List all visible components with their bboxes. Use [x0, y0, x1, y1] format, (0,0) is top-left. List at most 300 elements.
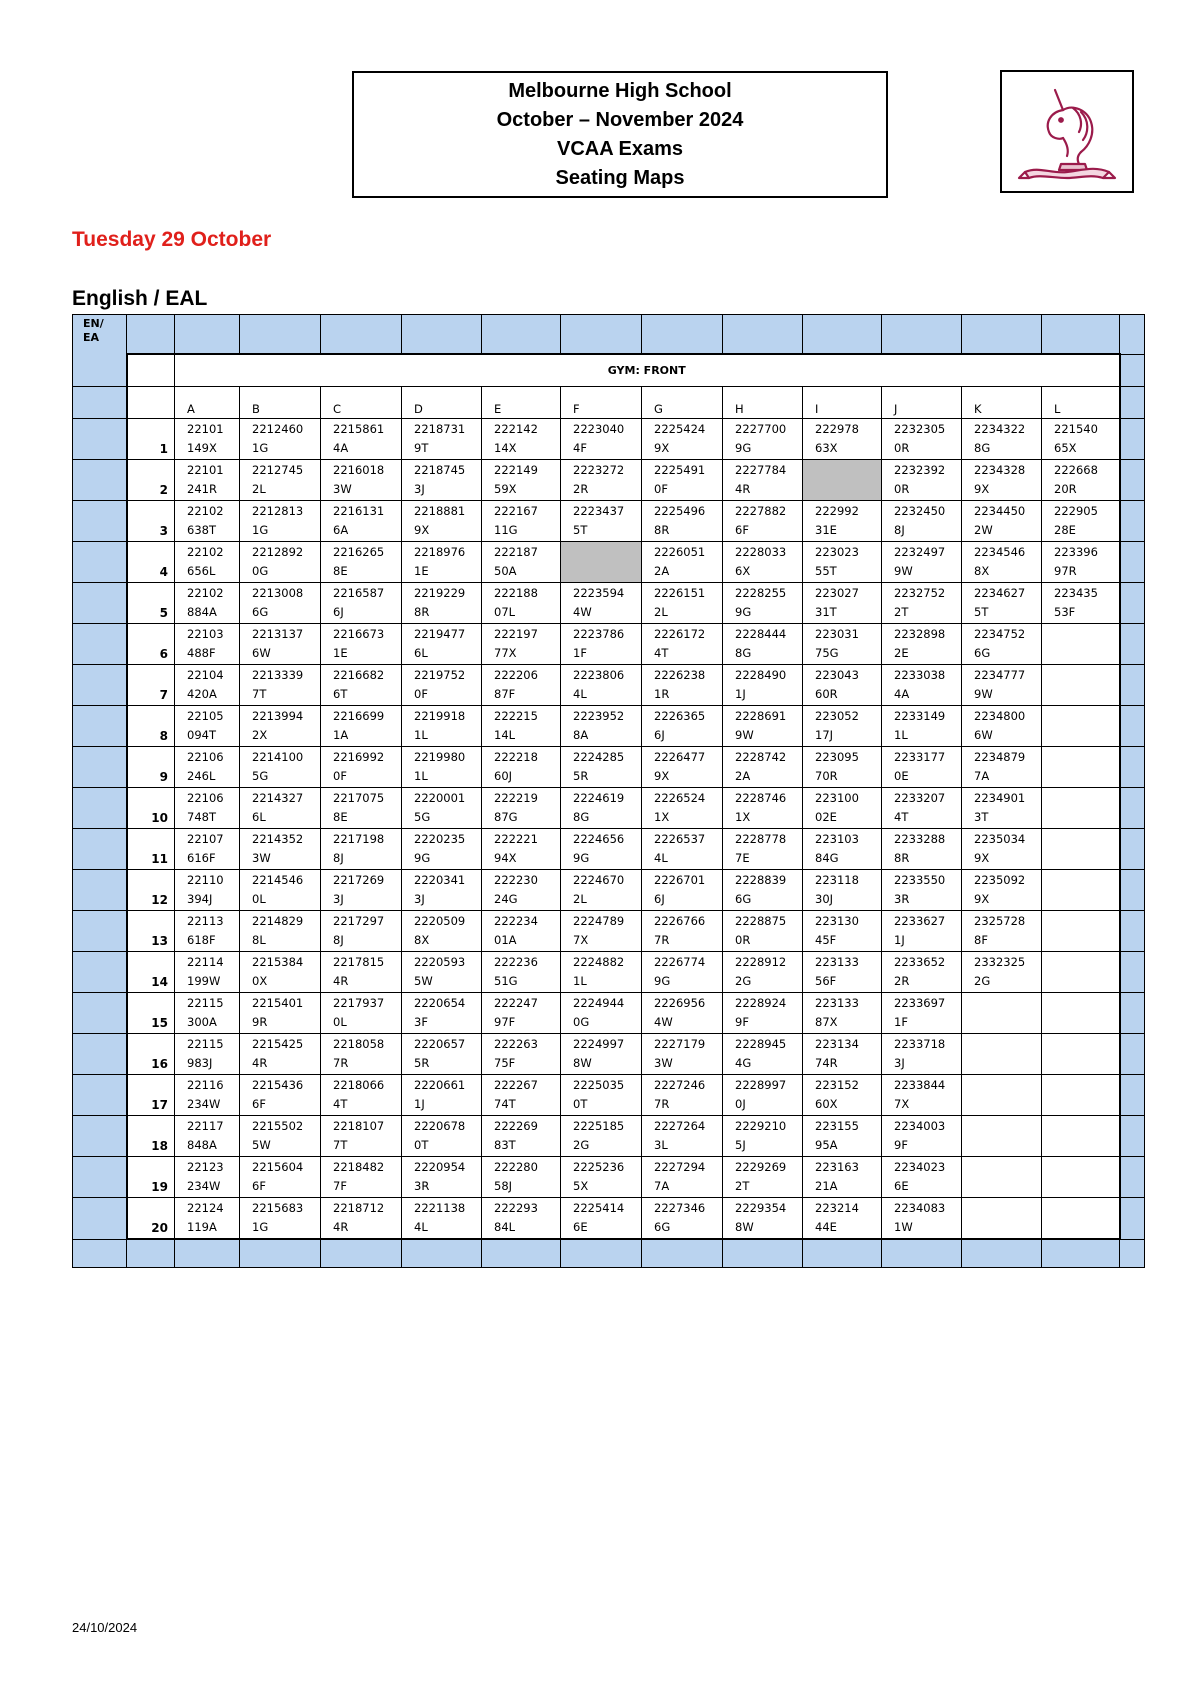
student-number-part-1: 222218 [494, 750, 538, 764]
seat-cell [803, 1198, 882, 1240]
student-number-part-1: 2224670 [573, 873, 625, 887]
student-number-part-1: 22102 [187, 586, 224, 600]
student-number-part-2: 7X [894, 1097, 910, 1111]
student-number-part-1: 222234 [494, 914, 538, 928]
student-number-part-1: 223163 [815, 1160, 859, 1174]
student-number-part-1: 222149 [494, 463, 538, 477]
student-number-part-2: 5G [414, 810, 431, 824]
row-header-blank [73, 501, 127, 542]
student-number-part-1: 2218745 [414, 463, 466, 477]
student-number-part-1: 223133 [815, 955, 859, 969]
row-number: 16 [127, 1034, 175, 1075]
student-number-part-2: 9G [573, 851, 590, 865]
student-number-part-2: 8R [414, 605, 430, 619]
student-number-part-2: 9T [414, 441, 429, 455]
student-number-part-2: 6G [252, 605, 269, 619]
student-number-part-1: 223027 [815, 586, 859, 600]
student-number-part-2: 8G [573, 810, 590, 824]
student-number-part-2: 1G [252, 523, 269, 537]
student-number-part-2: 50A [494, 564, 517, 578]
seat-cell [642, 501, 723, 542]
edge-blank-cell [1120, 952, 1145, 993]
seat-cell [402, 952, 482, 993]
student-number-part-1: 2234879 [974, 750, 1026, 764]
student-number-part-1: 2218881 [414, 504, 466, 518]
student-number-part-1: 2216587 [333, 586, 385, 600]
student-number-part-2: 6W [974, 728, 993, 742]
student-number-part-1: 222905 [1054, 504, 1098, 518]
seat-cell [803, 706, 882, 747]
student-number-part-2: 9X [654, 441, 670, 455]
seat-cell [240, 911, 321, 952]
student-number-part-2: 3T [974, 810, 989, 824]
student-number-part-1: 2213339 [252, 668, 304, 682]
student-number-part-2: 60J [494, 769, 513, 783]
seat-cell [803, 788, 882, 829]
student-number-part-1: 222668 [1054, 463, 1098, 477]
student-number-part-2: 9F [894, 1138, 908, 1152]
seat-cell [642, 419, 723, 460]
student-number-part-1: 221540 [1054, 422, 1098, 436]
student-number-part-1: 222992 [815, 504, 859, 518]
student-number-part-2: 31E [815, 523, 837, 537]
student-number-part-1: 2227294 [654, 1160, 706, 1174]
row-number: 4 [127, 542, 175, 583]
header-blank-cell [962, 315, 1042, 355]
row-number: 19 [127, 1157, 175, 1198]
student-number-part-1: 2229269 [735, 1160, 787, 1174]
seat-cell [962, 993, 1042, 1034]
seat-cell [482, 829, 561, 870]
student-number-part-2: 8W [573, 1056, 592, 1070]
seat-cell [803, 665, 882, 706]
student-number-part-1: 2227700 [735, 422, 787, 436]
student-number-part-1: 222978 [815, 422, 859, 436]
student-number-part-1: 2218712 [333, 1201, 385, 1215]
student-number-part-2: 8W [735, 1220, 754, 1234]
seat-cell [723, 460, 803, 501]
student-number-part-2: 1L [414, 769, 428, 783]
seat-cell [240, 1157, 321, 1198]
seat-cell [175, 419, 240, 460]
student-number-part-1: 2232497 [894, 545, 946, 559]
seat-cell [482, 1034, 561, 1075]
student-number-part-2: 5R [573, 769, 589, 783]
student-number-part-1: 2233550 [894, 873, 946, 887]
student-number-part-2: 656L [187, 564, 216, 578]
seat-cell [882, 583, 962, 624]
student-number-part-2: 7X [573, 933, 589, 947]
student-number-part-1: 223100 [815, 791, 859, 805]
student-number-part-2: 1E [333, 646, 348, 660]
seat-cell [642, 829, 723, 870]
edge-blank-cell [1120, 1157, 1145, 1198]
student-number-part-1: 2228691 [735, 709, 787, 723]
seat-cell [882, 993, 962, 1034]
seat-cell [723, 870, 803, 911]
student-number-part-2: 3W [333, 482, 352, 496]
seat-cell [482, 747, 561, 788]
student-number-part-2: 44E [815, 1220, 837, 1234]
seat-cell [482, 870, 561, 911]
student-number-part-2: 6L [252, 810, 266, 824]
student-number-part-1: 2235092 [974, 873, 1026, 887]
seat-cell [482, 952, 561, 993]
edge-blank-cell [1120, 747, 1145, 788]
student-number-part-1: 2215861 [333, 422, 385, 436]
student-number-part-1: 2234901 [974, 791, 1026, 805]
student-number-part-2: 234W [187, 1097, 221, 1111]
seat-cell [803, 1116, 882, 1157]
seat-cell [962, 624, 1042, 665]
student-number-part-2: 0R [894, 441, 910, 455]
seat-cell [882, 1157, 962, 1198]
blank-cell [127, 387, 175, 419]
seat-cell [175, 911, 240, 952]
footer-print-date: 24/10/2024 [72, 1620, 138, 1635]
student-number-part-2: 3L [654, 1138, 668, 1152]
seat-cell [482, 993, 561, 1034]
seat-cell [561, 665, 642, 706]
student-number-part-2: 6W [252, 646, 271, 660]
student-number-part-1: 2218066 [333, 1078, 385, 1092]
seat-cell [402, 993, 482, 1034]
student-number-part-2: 6J [654, 728, 665, 742]
student-number-part-2: 6G [974, 646, 991, 660]
row-number: 5 [127, 583, 175, 624]
footer-blank-cell [402, 1239, 482, 1268]
student-number-part-1: 22102 [187, 504, 224, 518]
row-header-blank [73, 993, 127, 1034]
student-number-part-2: 84G [815, 851, 839, 865]
edge-blank-cell [1120, 706, 1145, 747]
seat-cell [402, 870, 482, 911]
student-number-part-1: 2218058 [333, 1037, 385, 1051]
student-number-part-1: 222280 [494, 1160, 538, 1174]
seat-cell [962, 1075, 1042, 1116]
student-number-part-1: 2223786 [573, 627, 625, 641]
student-number-part-1: 2228945 [735, 1037, 787, 1051]
student-number-part-1: 2212813 [252, 504, 304, 518]
edge-blank-cell [1120, 387, 1145, 419]
student-number-part-1: 2218107 [333, 1119, 385, 1133]
empty-seat [561, 542, 642, 583]
seat-cell [561, 952, 642, 993]
student-number-part-1: 2226051 [654, 545, 706, 559]
seat-cell [402, 911, 482, 952]
seat-cell [803, 1157, 882, 1198]
student-number-part-2: 4L [414, 1220, 428, 1234]
seat-cell [803, 419, 882, 460]
seat-cell [803, 542, 882, 583]
student-number-part-2: 618F [187, 933, 216, 947]
seat-cell [1042, 993, 1120, 1034]
seat-cell [723, 1075, 803, 1116]
student-number-part-2: 1A [333, 728, 349, 742]
seat-cell [1042, 624, 1120, 665]
student-number-part-1: 2220657 [414, 1037, 466, 1051]
student-number-part-2: 1J [735, 687, 746, 701]
student-number-part-2: 3J [414, 892, 425, 906]
student-number-part-1: 2234083 [894, 1201, 946, 1215]
student-number-part-1: 22105 [187, 709, 224, 723]
seat-cell [723, 1157, 803, 1198]
student-number-part-2: 4R [252, 1056, 268, 1070]
student-number-part-2: 9W [735, 728, 754, 742]
seat-cell [1042, 706, 1120, 747]
row-number: 13 [127, 911, 175, 952]
student-number-part-1: 222269 [494, 1119, 538, 1133]
seat-cell [482, 1157, 561, 1198]
student-number-part-1: 2227346 [654, 1201, 706, 1215]
student-number-part-1: 222197 [494, 627, 538, 641]
student-number-part-2: 0F [654, 482, 668, 496]
student-number-part-1: 2220661 [414, 1078, 466, 1092]
student-number-part-2: 5T [974, 605, 989, 619]
seat-cell [723, 911, 803, 952]
student-number-part-1: 2224285 [573, 750, 625, 764]
seat-cell [642, 993, 723, 1034]
student-number-part-1: 22101 [187, 422, 224, 436]
student-number-part-2: 9X [974, 851, 990, 865]
seat-cell [1042, 1034, 1120, 1075]
seat-cell [642, 1198, 723, 1240]
seat-cell [402, 1116, 482, 1157]
seat-cell [561, 1157, 642, 1198]
student-number-part-2: 1G [252, 441, 269, 455]
student-number-part-2: 07L [494, 605, 516, 619]
seat-cell [561, 706, 642, 747]
student-number-part-2: 2R [894, 974, 910, 988]
student-number-part-2: 60X [815, 1097, 838, 1111]
header-blank-cell [642, 315, 723, 355]
seat-cell [642, 870, 723, 911]
student-number-part-1: 2228033 [735, 545, 787, 559]
document-title: Seating Maps [555, 166, 685, 189]
seat-cell [561, 419, 642, 460]
seat-cell [723, 747, 803, 788]
student-number-part-2: 1X [735, 810, 751, 824]
student-number-part-1: 22117 [187, 1119, 224, 1133]
seat-cell [321, 1157, 402, 1198]
seat-cell [1042, 665, 1120, 706]
student-number-part-1: 222187 [494, 545, 538, 559]
footer-blank-cell [482, 1239, 561, 1268]
student-number-part-2: 2G [735, 974, 752, 988]
seat-cell [803, 993, 882, 1034]
student-number-part-1: 2226956 [654, 996, 706, 1010]
student-number-part-1: 2215425 [252, 1037, 304, 1051]
seat-cell [1042, 460, 1120, 501]
student-number-part-2: 8E [333, 810, 348, 824]
row-header-blank [73, 1157, 127, 1198]
seat-cell [482, 706, 561, 747]
seat-cell [962, 460, 1042, 501]
seat-cell [1042, 1157, 1120, 1198]
student-number-part-1: 2219477 [414, 627, 466, 641]
student-number-part-1: 223133 [815, 996, 859, 1010]
student-number-part-2: 7R [654, 1097, 670, 1111]
footer-blank-cell [882, 1239, 962, 1268]
student-number-part-1: 2228778 [735, 832, 787, 846]
student-number-part-2: 28E [1054, 523, 1076, 537]
seat-cell [482, 1116, 561, 1157]
student-number-part-1: 22116 [187, 1078, 224, 1092]
student-number-part-1: 22107 [187, 832, 224, 846]
student-number-part-2: 75F [494, 1056, 516, 1070]
student-number-part-1: 2219229 [414, 586, 466, 600]
seat-cell [1042, 501, 1120, 542]
seat-cell [723, 1198, 803, 1240]
student-number-part-1: 222221 [494, 832, 538, 846]
seat-cell [962, 501, 1042, 542]
edge-blank-cell [1120, 1075, 1145, 1116]
student-number-part-1: 2233288 [894, 832, 946, 846]
student-number-part-1: 2234546 [974, 545, 1026, 559]
student-number-part-1: 2233038 [894, 668, 946, 682]
row-number: 17 [127, 1075, 175, 1116]
seat-cell [642, 1075, 723, 1116]
seat-cell [175, 1198, 240, 1240]
seat-cell [962, 665, 1042, 706]
seat-cell [402, 665, 482, 706]
student-number-part-2: 01A [494, 933, 517, 947]
student-number-part-2: 488F [187, 646, 216, 660]
student-number-part-2: 8E [333, 564, 348, 578]
student-number-part-2: 1J [414, 1097, 425, 1111]
student-number-part-1: 2217075 [333, 791, 385, 805]
student-number-part-2: 87F [494, 687, 516, 701]
student-number-part-1: 2234322 [974, 422, 1026, 436]
school-logo [1000, 70, 1134, 193]
edge-blank-cell [1120, 665, 1145, 706]
seat-cell [321, 624, 402, 665]
student-number-part-2: 59X [494, 482, 517, 496]
student-number-part-1: 2232898 [894, 627, 946, 641]
student-number-part-2: 5G [252, 769, 269, 783]
student-number-part-1: 2226151 [654, 586, 706, 600]
row-header-blank [73, 911, 127, 952]
student-number-part-2: 9G [735, 441, 752, 455]
student-number-part-1: 2214100 [252, 750, 304, 764]
student-number-part-1: 22115 [187, 1037, 224, 1051]
seat-cell [240, 993, 321, 1034]
footer-blank-cell [962, 1239, 1042, 1268]
row-number: 9 [127, 747, 175, 788]
student-number-part-2: 6G [654, 1220, 671, 1234]
student-number-part-2: 6F [252, 1179, 266, 1193]
student-number-part-2: 7F [333, 1179, 347, 1193]
student-number-part-1: 2214352 [252, 832, 304, 846]
student-number-part-2: 199W [187, 974, 221, 988]
seat-cell [803, 583, 882, 624]
seat-cell [962, 829, 1042, 870]
seat-cell [803, 952, 882, 993]
seat-cell [803, 911, 882, 952]
seat-cell [482, 1198, 561, 1240]
row-header-blank [73, 387, 127, 419]
seat-cell [321, 665, 402, 706]
column-letter-k: K [962, 387, 1042, 419]
student-number-part-2: 1W [894, 1220, 913, 1234]
seat-cell [240, 706, 321, 747]
seat-cell [723, 583, 803, 624]
seat-cell [882, 501, 962, 542]
row-number: 20 [127, 1198, 175, 1240]
column-letter-a: A [175, 387, 240, 419]
student-number-part-1: 22124 [187, 1201, 224, 1215]
student-number-part-1: 223152 [815, 1078, 859, 1092]
student-number-part-1: 2225035 [573, 1078, 625, 1092]
footer-blank-cell [803, 1239, 882, 1268]
student-number-part-1: 2224789 [573, 914, 625, 928]
student-number-part-2: 848A [187, 1138, 217, 1152]
seat-cell [962, 952, 1042, 993]
student-number-part-1: 2226766 [654, 914, 706, 928]
student-number-part-2: 2E [894, 646, 909, 660]
seat-cell [321, 1116, 402, 1157]
student-number-part-1: 2227179 [654, 1037, 706, 1051]
student-number-part-1: 2233718 [894, 1037, 946, 1051]
seat-cell [240, 1116, 321, 1157]
seat-cell [321, 1034, 402, 1075]
student-number-part-2: 8F [974, 933, 988, 947]
student-number-part-2: 30J [815, 892, 834, 906]
student-number-part-2: 4R [333, 1220, 349, 1234]
seat-cell [402, 419, 482, 460]
seat-cell [642, 665, 723, 706]
student-number-part-2: 7A [974, 769, 990, 783]
student-number-part-1: 223103 [815, 832, 859, 846]
student-number-part-2: 2T [735, 1179, 750, 1193]
student-number-part-2: 9G [414, 851, 431, 865]
row-number: 15 [127, 993, 175, 1034]
seat-cell [1042, 419, 1120, 460]
row-header-blank [73, 788, 127, 829]
student-number-part-2: 31T [815, 605, 837, 619]
seat-cell [642, 788, 723, 829]
student-number-part-2: 8J [333, 933, 344, 947]
header-blank-cell [803, 315, 882, 355]
header-blank-cell [561, 315, 642, 355]
seat-cell [803, 1075, 882, 1116]
row-header-blank [73, 542, 127, 583]
student-number-part-1: 222167 [494, 504, 538, 518]
student-number-part-1: 2212892 [252, 545, 304, 559]
student-number-part-1: 2213994 [252, 709, 304, 723]
student-number-part-1: 2213008 [252, 586, 304, 600]
student-number-part-1: 2218976 [414, 545, 466, 559]
seat-cell [240, 870, 321, 911]
student-number-part-2: 3J [414, 482, 425, 496]
student-number-part-2: 3R [414, 1179, 430, 1193]
seat-cell [723, 829, 803, 870]
seat-cell [402, 583, 482, 624]
seat-cell [240, 624, 321, 665]
student-number-part-1: 2233652 [894, 955, 946, 969]
student-number-part-1: 2234627 [974, 586, 1026, 600]
row-number: 12 [127, 870, 175, 911]
student-number-part-1: 223043 [815, 668, 859, 682]
student-number-part-1: 2216018 [333, 463, 385, 477]
student-number-part-2: 2G [573, 1138, 590, 1152]
seat-cell [321, 993, 402, 1034]
seat-cell [642, 1116, 723, 1157]
seat-cell [402, 1157, 482, 1198]
row-number: 3 [127, 501, 175, 542]
student-number-part-1: 223095 [815, 750, 859, 764]
row-header-blank [73, 1116, 127, 1157]
